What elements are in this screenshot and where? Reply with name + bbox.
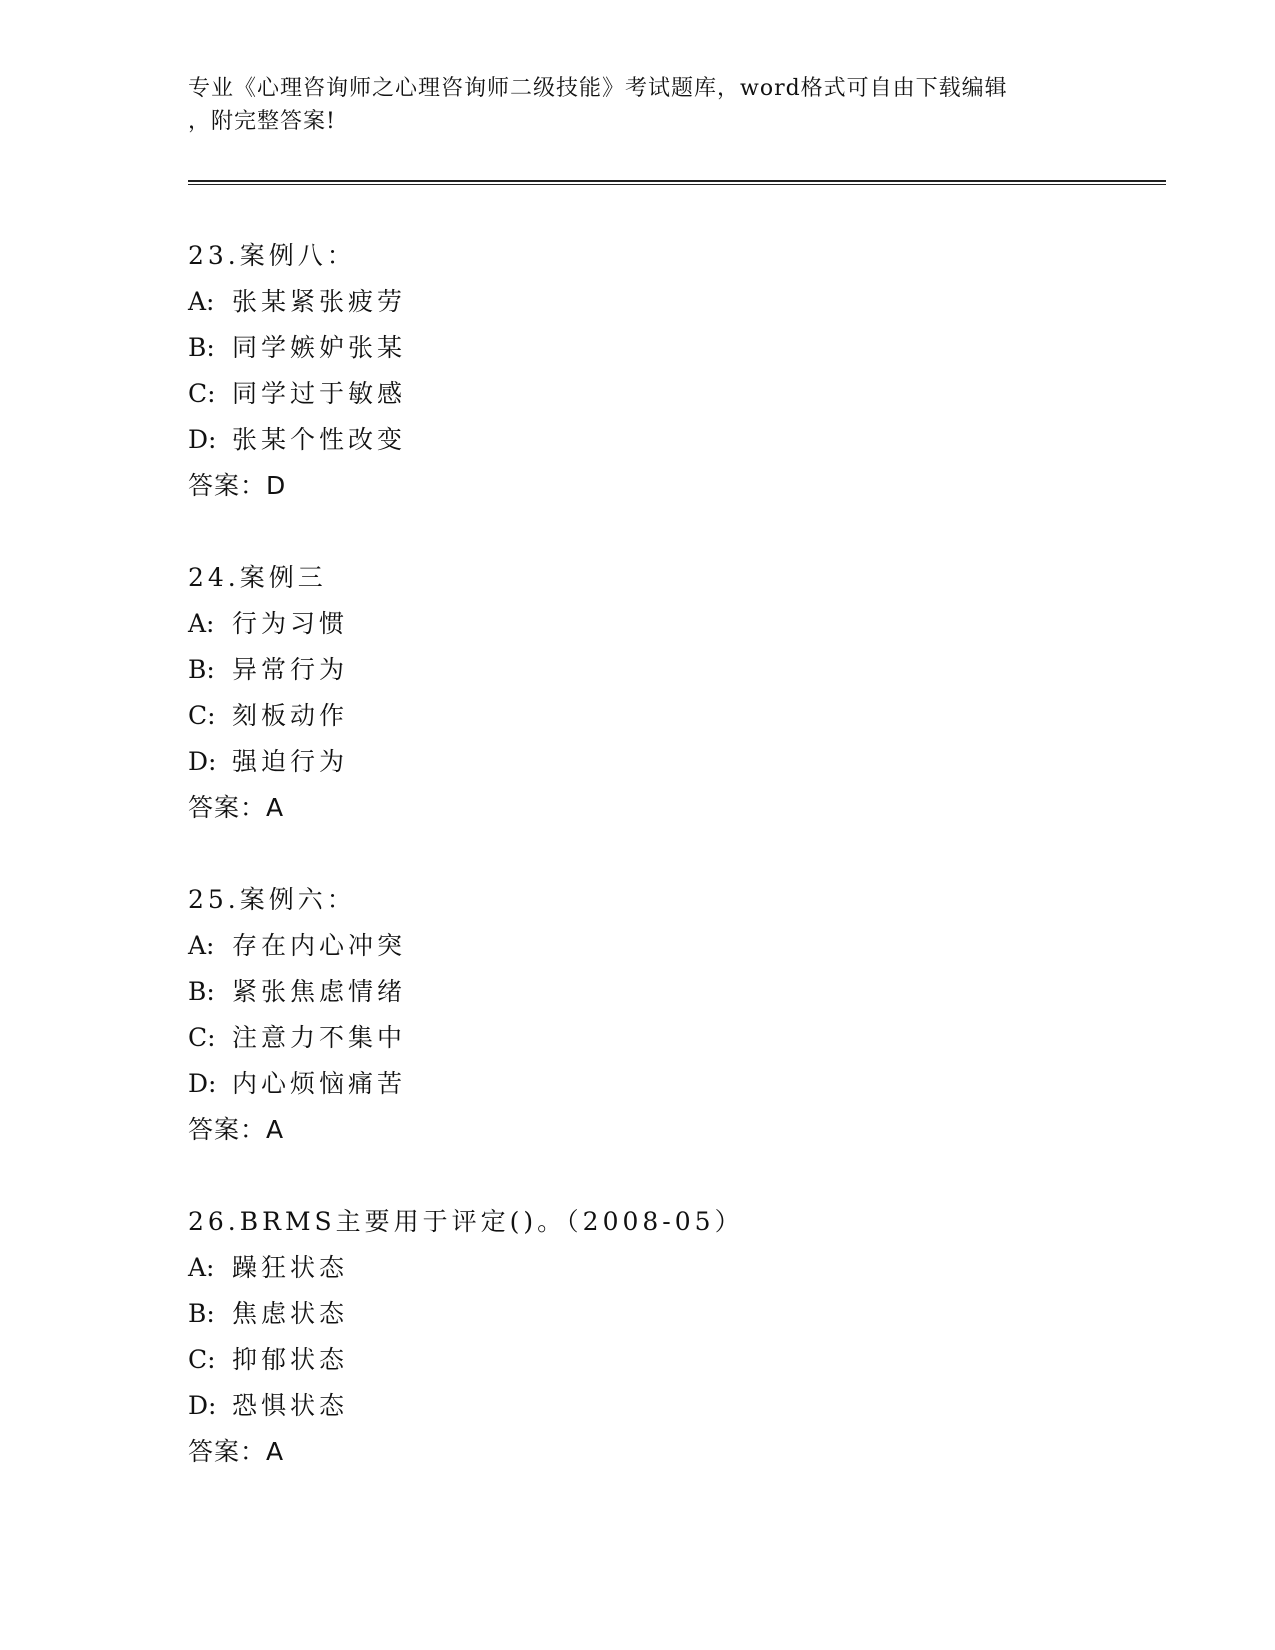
option-text: 注意力不集中 bbox=[232, 1023, 407, 1052]
option-text: 焦虑状态 bbox=[232, 1299, 349, 1328]
question-stem: 26.BRMS主要用于评定()。（2008-05） bbox=[188, 1207, 744, 1236]
option-d bbox=[188, 417, 1088, 463]
option-letter: A: bbox=[188, 287, 215, 316]
question-23 bbox=[188, 233, 1088, 509]
question-stem: 25.案例六： bbox=[188, 885, 356, 914]
option-text: 行为习惯 bbox=[232, 609, 349, 638]
option-d bbox=[188, 1061, 1088, 1107]
option-letter: B: bbox=[188, 1299, 215, 1328]
option-letter: B: bbox=[188, 655, 215, 684]
header-line-2: ，附完整答案! bbox=[188, 109, 336, 134]
option-text: 同学过于敏感 bbox=[232, 379, 407, 408]
header-line-1: 专业《心理咨询师之心理咨询师二级技能》考试题库，word格式可自由下载编辑 bbox=[188, 76, 1008, 101]
question-stem: 23.案例八： bbox=[188, 241, 356, 270]
option-letter: C: bbox=[188, 379, 216, 408]
option-b bbox=[188, 1291, 1088, 1337]
option-a bbox=[188, 923, 1088, 969]
option-d bbox=[188, 1383, 1088, 1429]
option-c bbox=[188, 1337, 1088, 1383]
option-letter: D: bbox=[188, 425, 217, 454]
option-letter: D: bbox=[188, 747, 217, 776]
option-text: 刻板动作 bbox=[232, 701, 349, 730]
option-letter: B: bbox=[188, 977, 215, 1006]
option-b bbox=[188, 969, 1088, 1015]
option-text: 躁狂状态 bbox=[232, 1253, 349, 1282]
option-c bbox=[188, 693, 1088, 739]
option-b bbox=[188, 647, 1088, 693]
option-text: 抑郁状态 bbox=[232, 1345, 349, 1374]
option-letter: C: bbox=[188, 701, 216, 730]
option-letter: D: bbox=[188, 1069, 217, 1098]
question-26 bbox=[188, 1199, 1088, 1475]
answer-line: 答案：D bbox=[188, 471, 287, 500]
option-letter: B: bbox=[188, 333, 215, 362]
option-text: 紧张焦虑情绪 bbox=[232, 977, 407, 1006]
option-d bbox=[188, 739, 1088, 785]
option-letter: A: bbox=[188, 931, 215, 960]
option-text: 异常行为 bbox=[232, 655, 349, 684]
option-text: 存在内心冲突 bbox=[232, 931, 407, 960]
question-25 bbox=[188, 877, 1088, 1153]
answer-line: 答案：A bbox=[188, 793, 285, 822]
document-header bbox=[188, 72, 1088, 138]
option-text: 内心烦恼痛苦 bbox=[232, 1069, 407, 1098]
option-text: 强迫行为 bbox=[232, 747, 349, 776]
option-text: 同学嫉妒张某 bbox=[232, 333, 407, 362]
header-divider bbox=[188, 180, 1166, 185]
option-c bbox=[188, 371, 1088, 417]
question-24 bbox=[188, 555, 1088, 831]
option-a bbox=[188, 1245, 1088, 1291]
option-letter: A: bbox=[188, 609, 215, 638]
question-stem: 24.案例三 bbox=[188, 563, 327, 592]
answer-line: 答案：A bbox=[188, 1115, 285, 1144]
option-a bbox=[188, 601, 1088, 647]
option-a bbox=[188, 279, 1088, 325]
option-text: 恐惧状态 bbox=[232, 1391, 349, 1420]
answer-line: 答案：A bbox=[188, 1437, 285, 1466]
option-text: 张某个性改变 bbox=[232, 425, 407, 454]
option-letter: A: bbox=[188, 1253, 215, 1282]
option-letter: C: bbox=[188, 1023, 216, 1052]
option-b bbox=[188, 325, 1088, 371]
option-c bbox=[188, 1015, 1088, 1061]
option-letter: D: bbox=[188, 1391, 217, 1420]
option-text: 张某紧张疲劳 bbox=[232, 287, 407, 316]
option-letter: C: bbox=[188, 1345, 216, 1374]
